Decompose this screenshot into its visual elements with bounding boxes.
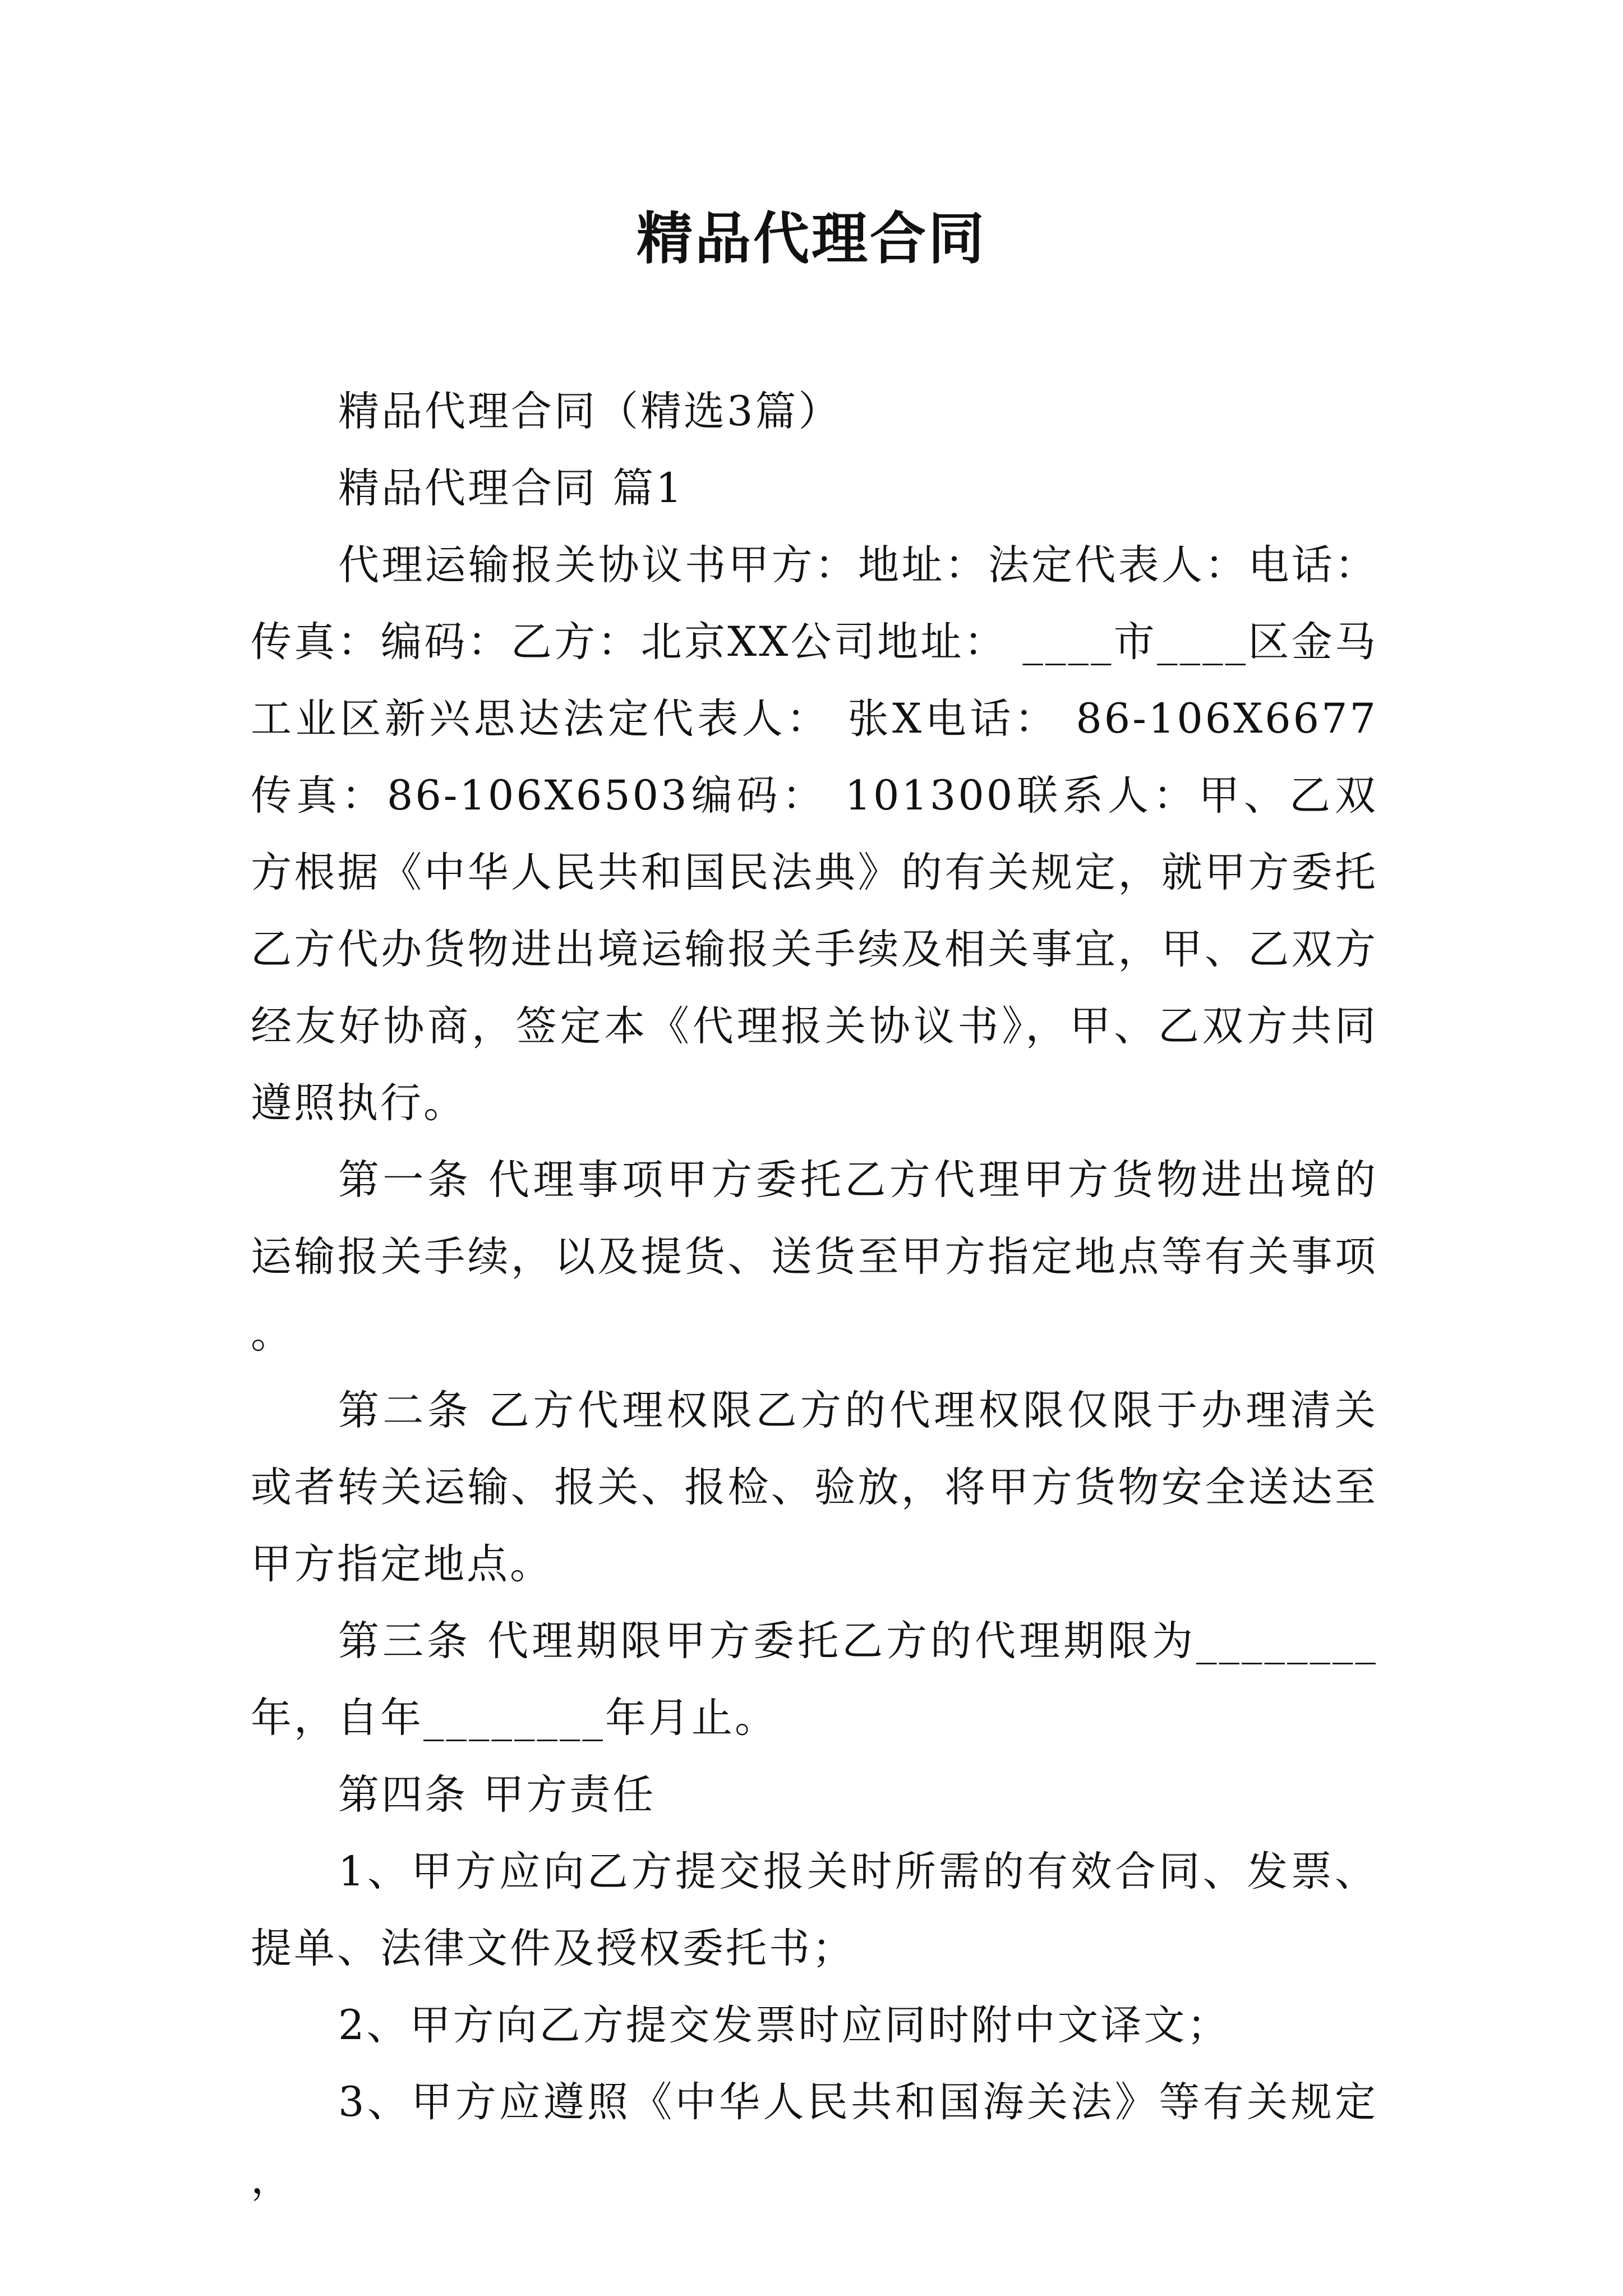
paragraph-item-2: 2、甲方向乙方提交发票时应同时附中文译文； xyxy=(338,2001,1230,2049)
paragraph-parties: 代理运输报关协议书甲方：地址：法定代表人：电话：传真：编码：乙方：北京XX公司地址： ____市____区金马工业区新兴思达法定代表人： 张X电话： 86-106X6677传真：86-106X6503编码： 101300联系人：甲、乙双方根据《中华人民共和国民法典》的有关规定，就甲方委托乙方代办货物进出境运输报关手续及相关事宜，甲、乙双方经友好协商，签定本《代理报关协议书》，甲、乙双方共同遵照执行。 xyxy=(251,541,1378,1127)
paragraph-article-2: 第二条 乙方代理权限乙方的代理权限仅限于办理清关或者转关运输、报关、报检、验放，将甲方货物安全送达至甲方指定地点。 xyxy=(251,1387,1378,1588)
paragraph-article-4-heading: 第四条 甲方责任 xyxy=(338,1771,656,1819)
paragraph-section-heading: 精品代理合同 篇1 xyxy=(338,464,684,512)
paragraph-item-3: 3、甲方应遵照《中华人民共和国海关法》等有关规定， xyxy=(251,2078,1378,2203)
paragraph-item-1: 1、甲方应向乙方提交报关时所需的有效合同、发票、提单、法律文件及授权委托书； xyxy=(251,1848,1378,1972)
paragraph-article-1: 第一条 代理事项甲方委托乙方代理甲方货物进出境的运输报关手续，以及提货、送货至甲方指定地点等有关事项。 xyxy=(251,1156,1378,1358)
paragraph-subtitle: 精品代理合同（精选3篇） xyxy=(338,388,842,435)
document-title: 精品代理合同 xyxy=(637,205,986,272)
document-body xyxy=(251,373,1378,2217)
paragraph-article-3: 第三条 代理期限甲方委托乙方的代理期限为________年，自年________年月止。 xyxy=(251,1617,1378,1742)
